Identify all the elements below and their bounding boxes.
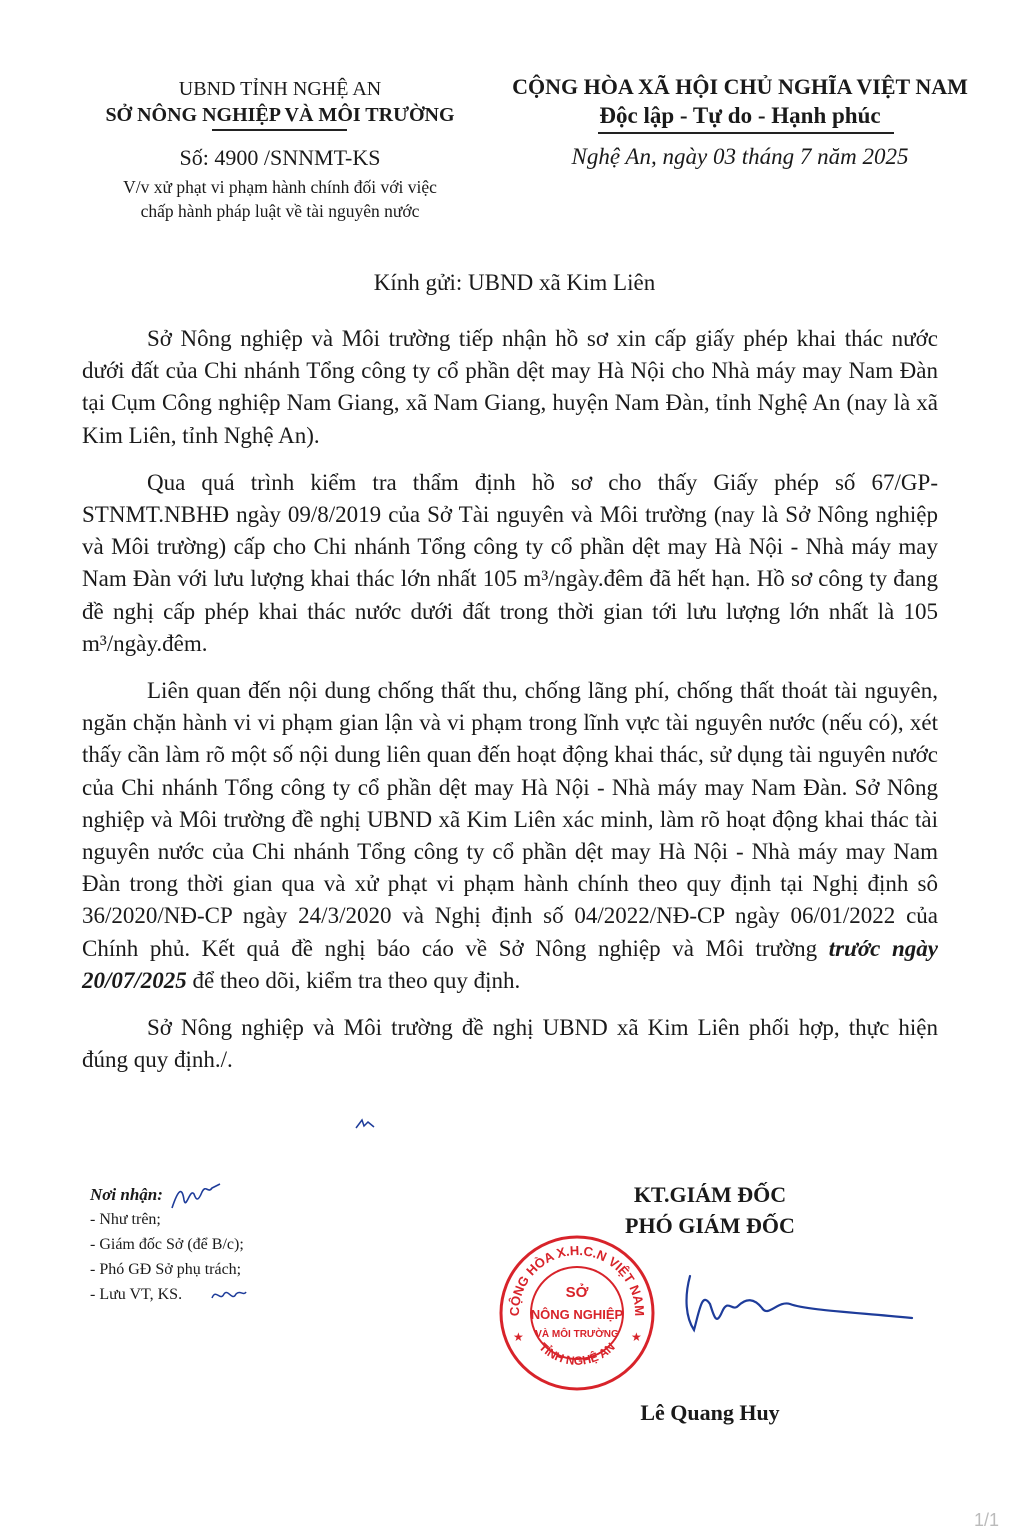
paragraph-1: Sở Nông nghiệp và Môi trường tiếp nhận hồ sơ xin cấp giấy phép khai thác nước dưới đất của Chi nhánh Tổng công ty cổ phần dệt may Hà Nội cho Nhà máy may Nam Đàn tại Cụm Công nghiệp Nam Giang, xã Nam Giang, huyện Nam Đàn, tỉnh Nghệ An (nay là xã Kim Liên, tỉnh Nghệ An). [82, 326, 938, 448]
paragraph-4: Sở Nông nghiệp và Môi trường đề nghị UBND xã Kim Liên phối hợp, thực hiện đúng quy định./. [82, 1015, 938, 1073]
svg-text:★: ★ [631, 1330, 642, 1344]
paragraph-3-end: để theo dõi, kiểm tra theo quy định. [186, 967, 521, 993]
recipient-item: - Giám đốc Sở (để B/c); [90, 1236, 244, 1253]
nation-motto: Độc lập - Tự do - Hạnh phúc [599, 103, 881, 128]
initial-mark-icon [354, 1116, 376, 1130]
page-indicator: 1/1 [973, 1510, 999, 1530]
stamp-bottom-text: TỈNH NGHỆ AN [536, 1339, 618, 1368]
paragraph-2: Qua quá trình kiểm tra thẩm định hồ sơ cho thấy Giấy phép số 67/GP-STNMT.NBHĐ ngày 09/8/2019 của Sở Tài nguyên và Môi trường (nay là Sở Nông nghiệp và Môi trường) cấp cho Chi nhánh Tổng công ty cổ phần dệt may Hà Nội - Nhà máy may Nam Đàn với lưu lượng khai thác lớn nhất 105 m³/ngày.đêm đã hết hạn. Hồ sơ công ty đang đề nghị cấp phép khai thác nước dưới đất trong thời gian tới lưu lượng lớn nhất là 105 m³/ngày.đêm. [82, 469, 938, 656]
org-underline [212, 129, 347, 131]
stamp-inner-line-1: SỞ [565, 1284, 589, 1301]
recipient-item: - Phó GĐ Sở phụ trách; [90, 1261, 242, 1278]
recipients-title: Nơi nhận: [90, 1185, 163, 1204]
document-number: Số: 4900 /SNNMT-KS [179, 145, 381, 170]
signer-name: Lê Quang Huy [640, 1400, 780, 1425]
stamp-inner-line-3: VÀ MÔI TRƯỜNG [535, 1329, 619, 1340]
svg-text:TỈNH NGHỆ AN [536, 1340, 617, 1368]
letter-body [82, 323, 938, 1091]
handwritten-signature-icon [680, 1268, 920, 1358]
motto-underline [598, 132, 894, 134]
org-name: SỞ NÔNG NGHIỆP VÀ MÔI TRƯỜNG [105, 104, 455, 126]
org-parent: UBND TỈNH NGHỆ AN [178, 78, 382, 100]
subject-line-2: chấp hành pháp luật về tài nguyên nước [140, 201, 420, 221]
recipient-item: - Như trên; [90, 1211, 161, 1228]
signatory-title-1: KT.GIÁM ĐỐC [633, 1182, 787, 1207]
official-stamp-icon [497, 1233, 657, 1393]
place-date: Nghệ An, ngày 03 tháng 7 năm 2025 [571, 144, 909, 169]
document-subject [60, 175, 500, 223]
salutation: Kính gửi: UBND xã Kim Liên [373, 270, 656, 295]
handwritten-initial-icon [168, 1180, 224, 1214]
recipient-item: - Lưu VT, KS. [90, 1286, 183, 1303]
signatory-title-2: PHÓ GIÁM ĐỐC [625, 1213, 795, 1238]
paragraph-3 [82, 675, 938, 997]
svg-text:★: ★ [513, 1330, 524, 1344]
stamp-outer-text: CỘNG HÒA X.H.C.N VIỆT NAM [506, 1242, 648, 1317]
stamp-inner-line-2: NÔNG NGHIỆP [530, 1307, 624, 1322]
deadline-emphasis: trước ngày 20/07/2025 [82, 935, 938, 993]
recipients-block [90, 1182, 410, 1307]
nation-title: CỘNG HÒA XÃ HỘI CHỦ NGHĨA VIỆT NAM [512, 74, 968, 99]
handwritten-initial-icon [208, 1284, 248, 1306]
subject-line-1: V/v xử phạt vi phạm hành chính đối với việc [123, 177, 437, 197]
paragraph-3-text: Liên quan đến nội dung chống thất thu, chống lãng phí, chống thất thoát tài nguyên, ngăn chặn hành vi vi phạm gian lận và vi phạm trong lĩnh vực tài nguyên nước (nếu có), xét thấy cần làm rõ một số nội dung liên quan đến hoạt động khai thác, sử dụng tài nguyên nước của Chi nhánh Tổng công ty cổ phần dệt may Hà Nội - Nhà máy may Nam Đàn. Sở Nông nghiệp và Môi trường đề nghị UBND xã Kim Liên xác minh, làm rõ hoạt động khai thác tài nguyên nước của Chi nhánh Tổng công ty cổ phần dệt may Hà Nội - Nhà máy may Nam Đàn trong thời gian qua và xử phạt vi phạm hành chính theo quy định tại Nghị định sô 36/2020/NĐ-CP ngày 24/3/2020 và Nghị định số 04/2022/NĐ-CP ngày 06/01/2022 của Chính phủ. Kết quả đề nghị báo cáo về Sở Nông nghiệp và Môi trường [82, 678, 938, 961]
